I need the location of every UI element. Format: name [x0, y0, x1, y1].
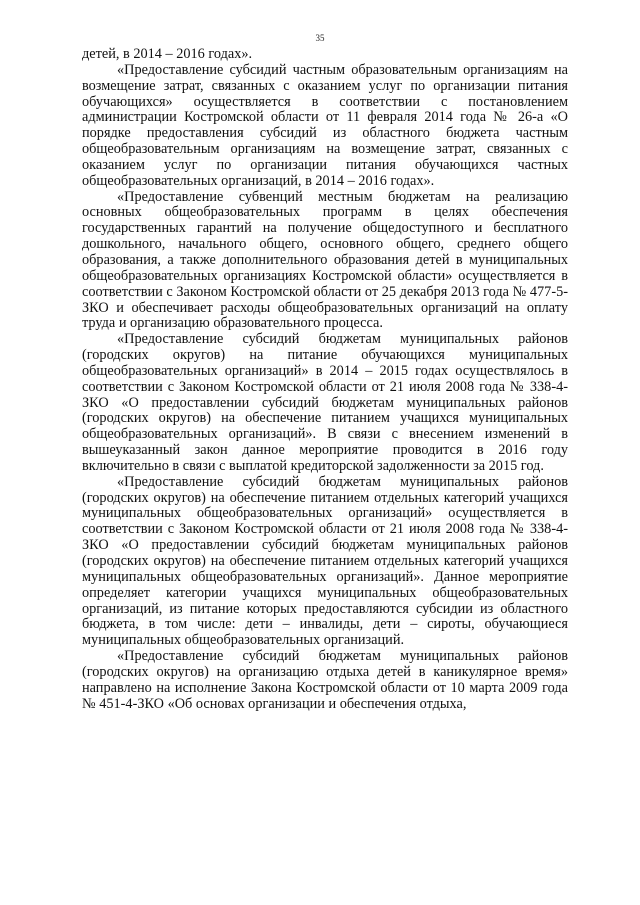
page-number: 35	[315, 33, 325, 43]
paragraph: «Предоставление субсидий бюджетам муниципальных районов (городских округов) на обеспечение питанием отдельных категорий учащихся муниципальных общеобразовательных организаций» осуществляется в соответствии с Законом Костромской области от 21 июля 2008 года № 338-4-ЗКО «О предоставлении субсидий бюджетам муниципальных районов (городских округов) на обеспечение питанием отдельных категорий учащихся муниципальных общеобразовательных организаций». Данное мероприятие определяет категории учащихся муниципальных общеобразовательных организаций, из питание которых предоставляются субсидии из областного бюджета, в том числе: дети – инвалиды, дети – сироты, обучающиеся муниципальных общеобразовательных организаций.	[82, 473, 568, 649]
paragraph: «Предоставление субсидий бюджетам муниципальных районов (городских округов) на организацию отдыха детей в каникулярное время» направлено на исполнение Закона Костромской области от 10 марта 2009 года № 451-4-ЗКО «Об основах организации и обеспечения отдыха,	[82, 648, 568, 712]
paragraph-continuation: детей, в 2014 – 2016 годах».	[82, 46, 253, 62]
paragraph: «Предоставление субсидий бюджетам муниципальных районов (городских округов) на питание обучающихся муниципальных общеобразовательных организаций» в 2014 – 2015 годах осуществлялось в соответствии с Законом Костромской области от 21 июля 2008 года № 338-4-ЗКО «О предоставлении субсидий бюджетам муниципальных районов (городских округов) на обеспечение питанием учащихся муниципальных общеобразовательных организаций». В связи с внесением изменений в вышеуказанный закон данное мероприятие проводится в 2016 году включительно в связи с выплатой кредиторской задолженности за 2015 год.	[82, 331, 568, 474]
document-body	[82, 47, 568, 712]
paragraph: «Предоставление субсидий частным образовательным организациям на возмещение затрат, связанных с оказанием услуг по организации питания обучающихся» осуществляется в соответствии с постановлением администрации Костромской области от 11 февраля 2014 года № 26-а «О порядке предоставления субсидий из областного бюджета частным общеобразовательным организациям на возмещение затрат, связанных с оказанием услуг по организации питания обучающихся частных общеобразовательных организаций, в 2014 – 2016 годах».	[82, 61, 568, 189]
paragraph: «Предоставление субвенций местным бюджетам на реализацию основных общеобразовательных программ в целях обеспечения государственных гарантий на получение общедоступного и бесплатного дошкольного, начального общего, основного общего, среднего общего образования, а также дополнительного образования детей в муниципальных общеобразовательных организациях Костромской области» осуществляется в соответствии с Законом Костромской области от 25 декабря 2013 года № 477-5-ЗКО и обеспечивает расходы общеобразовательных организаций на оплату труда и организацию образовательного процесса.	[82, 188, 568, 332]
